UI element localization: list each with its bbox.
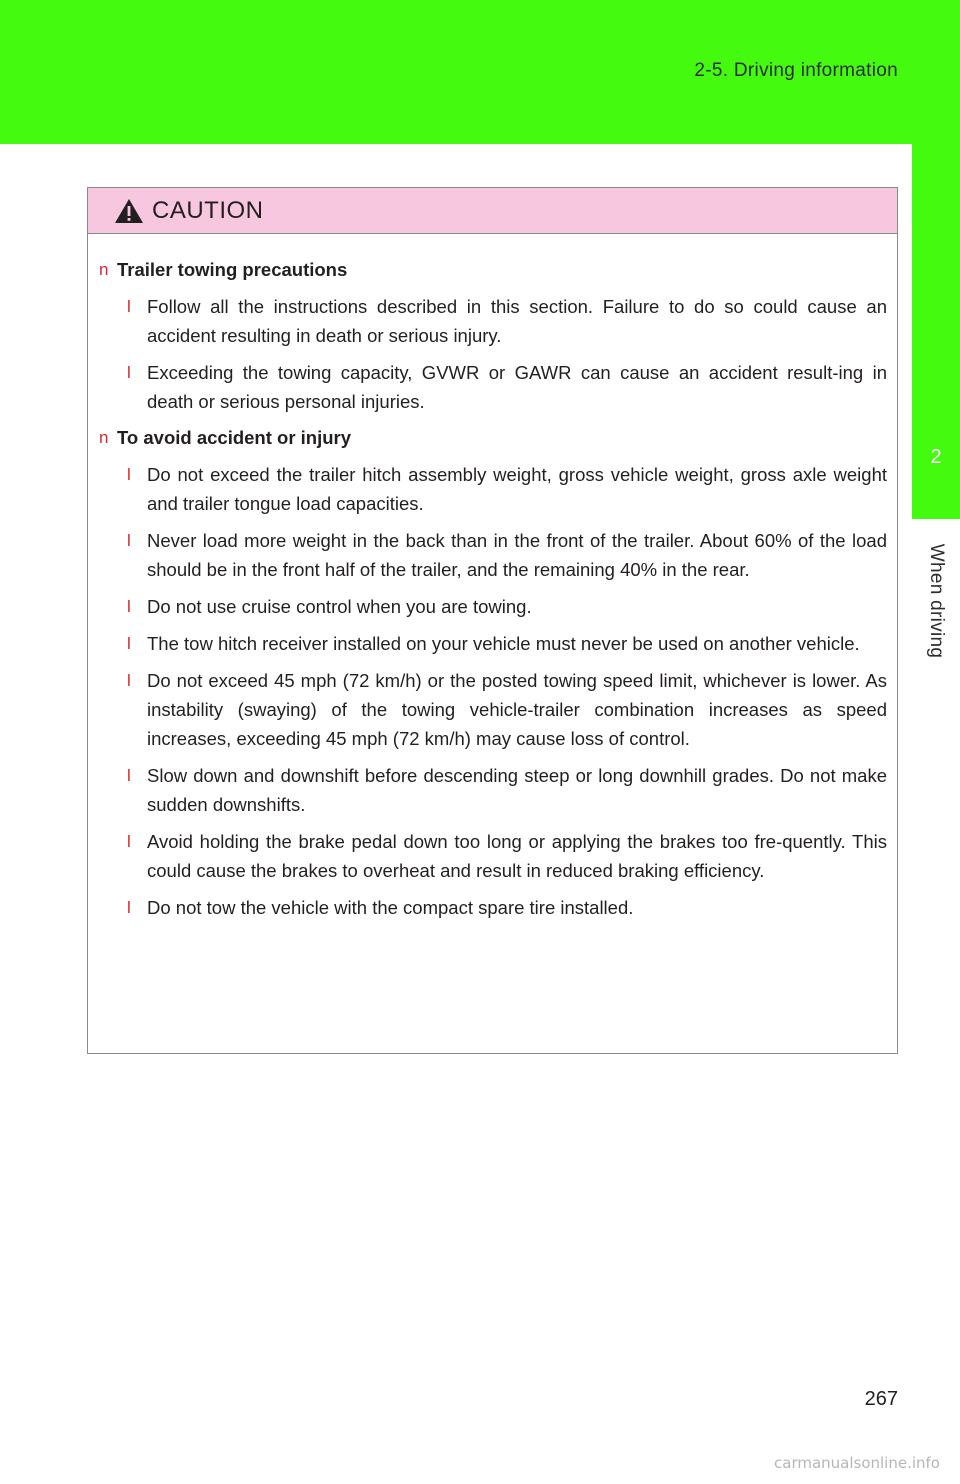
square-bullet-icon: n [99, 428, 109, 447]
caution-list-item [99, 827, 887, 885]
caution-item-text: Do not use cruise control when you are towing. [147, 596, 532, 617]
round-bullet-icon: l [127, 766, 131, 785]
round-bullet-icon: l [127, 597, 131, 616]
caution-list-item [99, 292, 887, 350]
caution-list-item [99, 526, 887, 584]
section-title: 2-5. Driving information [694, 60, 898, 81]
watermark: carmanualsonline.info [774, 1454, 940, 1472]
caution-body [88, 234, 897, 922]
caution-group [99, 256, 887, 416]
round-bullet-icon: l [127, 634, 131, 653]
caution-item-text: Follow all the instructions described in this section. Failure to do so could cause an accident resulting in death or serious injury. [147, 296, 887, 346]
round-bullet-icon: l [127, 531, 131, 550]
caution-subheading [99, 256, 887, 284]
caution-subheading-text: Trailer towing precautions [117, 259, 348, 280]
round-bullet-icon: l [127, 898, 131, 917]
side-tab-label: When driving [926, 543, 947, 659]
warning-triangle-icon [114, 198, 144, 224]
caution-item-text: Never load more weight in the back than in the front of the trailer. About 60% of the load should be in the front half of the trailer, and the remaining 40% in the rear. [147, 530, 887, 580]
round-bullet-icon: l [127, 297, 131, 316]
caution-subheading [99, 424, 887, 452]
caution-header [88, 188, 897, 234]
caution-list-item [99, 629, 887, 658]
caution-label: CAUTION [152, 196, 264, 224]
caution-list-item [99, 358, 887, 416]
round-bullet-icon: l [127, 465, 131, 484]
round-bullet-icon: l [127, 671, 131, 690]
caution-item-text: Avoid holding the brake pedal down too long or applying the brakes too fre-quently. This could cause the brakes to overheat and result in reduced braking efficiency. [147, 831, 887, 881]
round-bullet-icon: l [127, 363, 131, 382]
caution-list-item [99, 460, 887, 518]
round-bullet-icon: l [127, 832, 131, 851]
caution-item-text: Exceeding the towing capacity, GVWR or GAWR can cause an accident result-ing in death or serious personal injuries. [147, 362, 887, 412]
caution-item-text: Do not tow the vehicle with the compact spare tire installed. [147, 897, 634, 918]
caution-item-text: The tow hitch receiver installed on your vehicle must never be used on another vehicle. [147, 633, 860, 654]
caution-group [99, 424, 887, 922]
caution-item-text: Do not exceed 45 mph (72 km/h) or the posted towing speed limit, whichever is lower. As instability (swaying) of the towing vehicle-trailer combination increases as speed increases, exceeding 45 mph (72 km/h) may cause loss of control. [147, 670, 887, 749]
caution-box [87, 187, 898, 1054]
caution-item-text: Slow down and downshift before descending steep or long downhill grades. Do not make sudden downshifts. [147, 765, 887, 815]
page-number: 267 [864, 1388, 898, 1410]
caution-list-item [99, 761, 887, 819]
caution-subheading-text: To avoid accident or injury [117, 427, 352, 448]
side-tab-number: 2 [930, 446, 942, 468]
square-bullet-icon: n [99, 260, 109, 279]
caution-list-item [99, 893, 887, 922]
caution-item-text: Do not exceed the trailer hitch assembly weight, gross vehicle weight, gross axle weight and trailer tongue load capacities. [147, 464, 887, 514]
caution-list-item [99, 666, 887, 753]
caution-list-item [99, 592, 887, 621]
